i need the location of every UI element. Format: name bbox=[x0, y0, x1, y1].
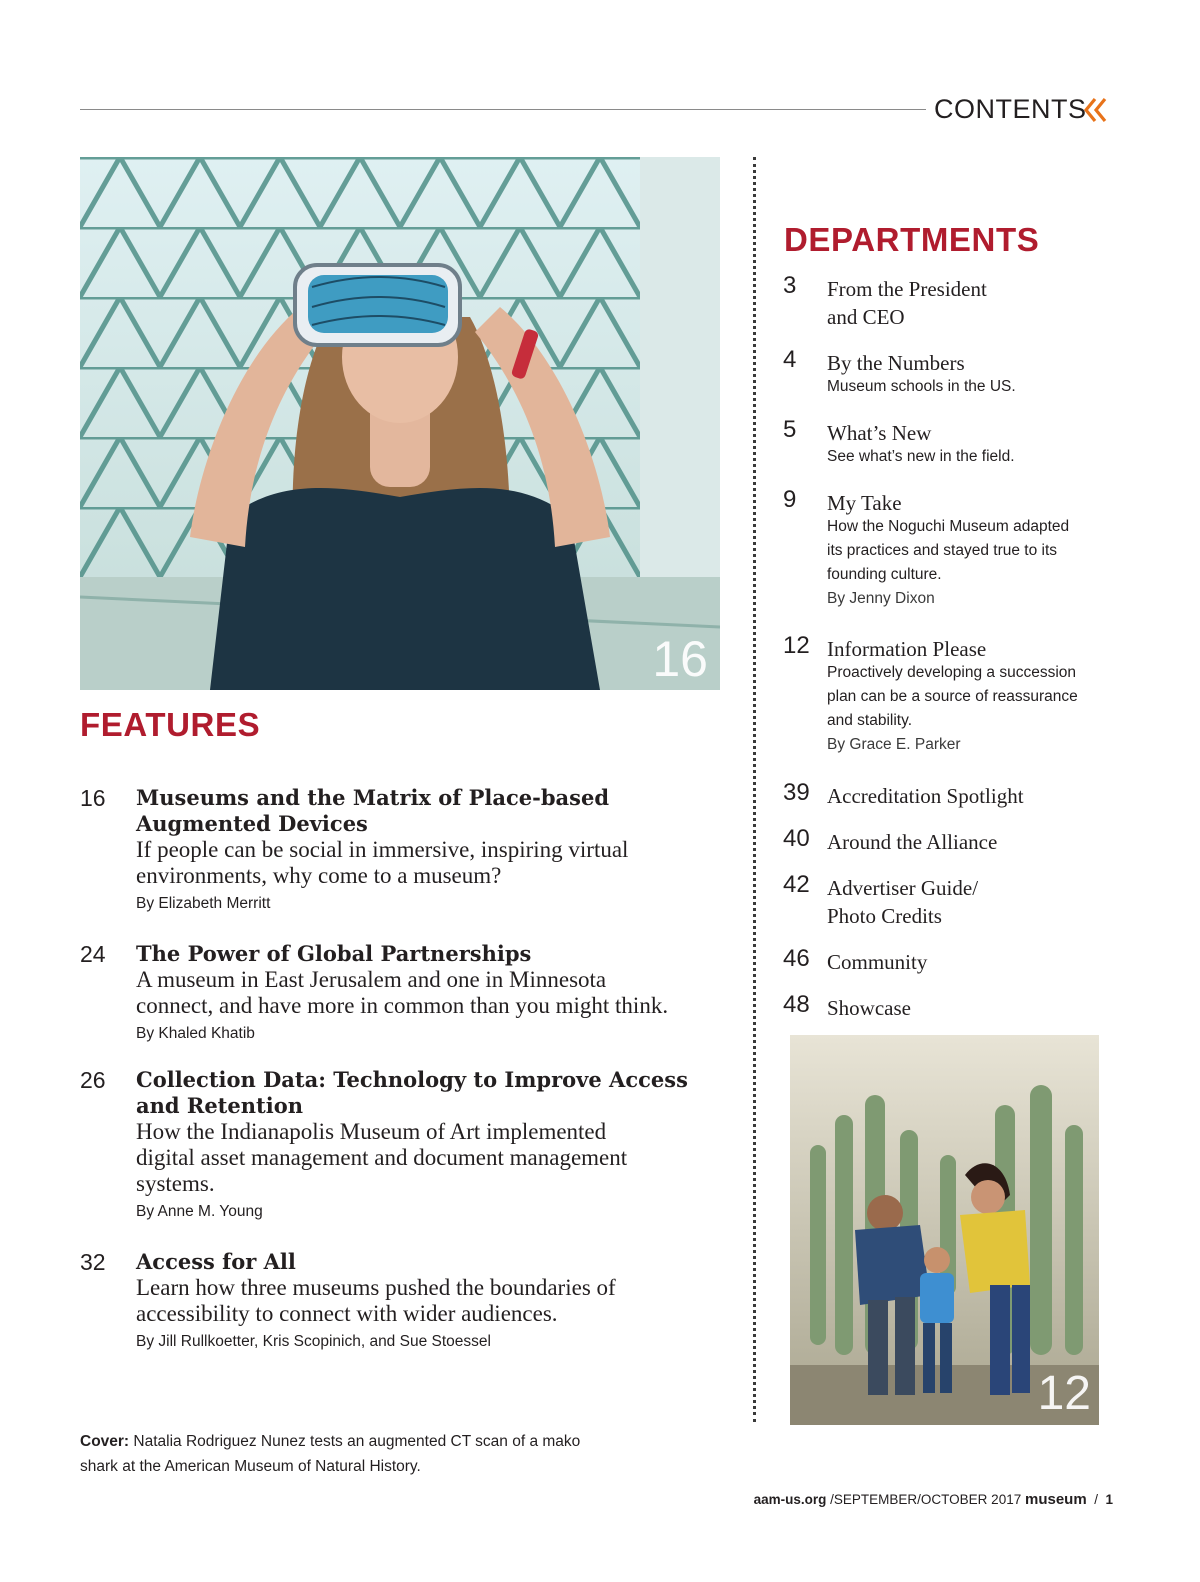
cover-caption-text-line2: shark at the American Museum of Natural History. bbox=[80, 1458, 421, 1475]
department-description: Proactively developing a succession plan can be a source of reassurance and stability. bbox=[827, 664, 1078, 729]
department-title: From the President and CEO bbox=[827, 277, 987, 329]
column-divider bbox=[753, 157, 756, 1422]
department-page-number: 5 bbox=[783, 416, 797, 443]
feature-page-number: 26 bbox=[80, 1067, 106, 1093]
footer-separator: / bbox=[1094, 1492, 1098, 1507]
feature-page-number: 24 bbox=[80, 941, 106, 967]
department-title: By the Numbers bbox=[827, 351, 965, 375]
feature-page-number: 16 bbox=[80, 785, 106, 811]
department-byline: By Grace E. Parker bbox=[827, 736, 961, 753]
footer-site-link[interactable]: aam-us.org bbox=[753, 1492, 827, 1507]
feature-byline: By Elizabeth Merritt bbox=[136, 895, 271, 912]
features-heading: FEATURES bbox=[80, 706, 261, 743]
department-title: Showcase bbox=[827, 996, 911, 1020]
family-cactus-photo bbox=[790, 1035, 1099, 1425]
department-page-number: 42 bbox=[783, 871, 810, 898]
feature-description: How the Indianapolis Museum of Art implemented digital asset management and document management systems. bbox=[136, 1119, 628, 1196]
cover-caption-text: Natalia Rodriguez Nunez tests an augmented CT scan of a mako bbox=[133, 1433, 581, 1450]
department-page-number: 3 bbox=[783, 272, 797, 299]
family-photo-page-number: 12 bbox=[1037, 1367, 1091, 1420]
cover-photo-vr-headset bbox=[80, 157, 720, 690]
footer-magazine-name: museum bbox=[1025, 1491, 1087, 1508]
departments-heading: DEPARTMENTS bbox=[784, 221, 1040, 258]
feature-description: A museum in East Jerusalem and one in Minnesota connect, and have more in common than you might think. bbox=[136, 967, 669, 1018]
department-page-number: 4 bbox=[783, 346, 797, 373]
page-footer bbox=[600, 1491, 1113, 1508]
cover-caption-label: Cover: bbox=[80, 1433, 130, 1450]
department-description: Museum schools in the US. bbox=[827, 378, 1016, 395]
department-description: See what’s new in the field. bbox=[827, 448, 1015, 465]
department-title: Community bbox=[827, 950, 928, 974]
feature-title: Access for All bbox=[136, 1249, 296, 1274]
department-page-number: 9 bbox=[783, 486, 797, 513]
department-byline: By Jenny Dixon bbox=[827, 590, 935, 607]
footer-issue: /SEPTEMBER/OCTOBER 2017 bbox=[830, 1492, 1022, 1507]
department-page-number: 40 bbox=[783, 825, 810, 852]
department-page-number: 39 bbox=[783, 779, 810, 806]
department-title: Around the Alliance bbox=[827, 830, 998, 854]
department-title: Information Please bbox=[827, 637, 987, 661]
feature-byline: By Khaled Khatib bbox=[136, 1025, 255, 1042]
department-title: Accreditation Spotlight bbox=[827, 784, 1024, 808]
feature-page-number: 32 bbox=[80, 1249, 106, 1275]
hero-page-number: 16 bbox=[652, 631, 708, 687]
department-title: Advertiser Guide/ Photo Credits bbox=[827, 876, 979, 928]
double-chevron-left-icon bbox=[1081, 95, 1111, 125]
feature-title: Museums and the Matrix of Place-based Augmented Devices bbox=[136, 785, 610, 836]
feature-byline: By Jill Rullkoetter, Kris Scopinich, and Sue Stoessel bbox=[136, 1333, 491, 1350]
feature-title: Collection Data: Technology to Improve Access and Retention bbox=[136, 1067, 688, 1118]
feature-title: The Power of Global Partnerships bbox=[136, 941, 532, 966]
feature-byline: By Anne M. Young bbox=[136, 1203, 263, 1220]
feature-description: If people can be social in immersive, inspiring virtual environments, why come to a museum? bbox=[136, 837, 629, 888]
footer-page-number: 1 bbox=[1105, 1492, 1113, 1507]
department-page-number: 48 bbox=[783, 991, 810, 1018]
department-page-number: 46 bbox=[783, 945, 810, 972]
cover-caption bbox=[80, 1429, 620, 1479]
header-rule bbox=[80, 109, 926, 110]
feature-description: Learn how three museums pushed the boundaries of accessibility to connect with wider audiences. bbox=[136, 1275, 616, 1326]
department-page-number: 12 bbox=[783, 632, 810, 659]
department-title: My Take bbox=[827, 491, 902, 515]
contents-title: CONTENTS bbox=[934, 94, 1087, 124]
department-title: What’s New bbox=[827, 421, 932, 445]
department-description: How the Noguchi Museum adapted its practices and stayed true to its founding culture. bbox=[827, 518, 1070, 583]
